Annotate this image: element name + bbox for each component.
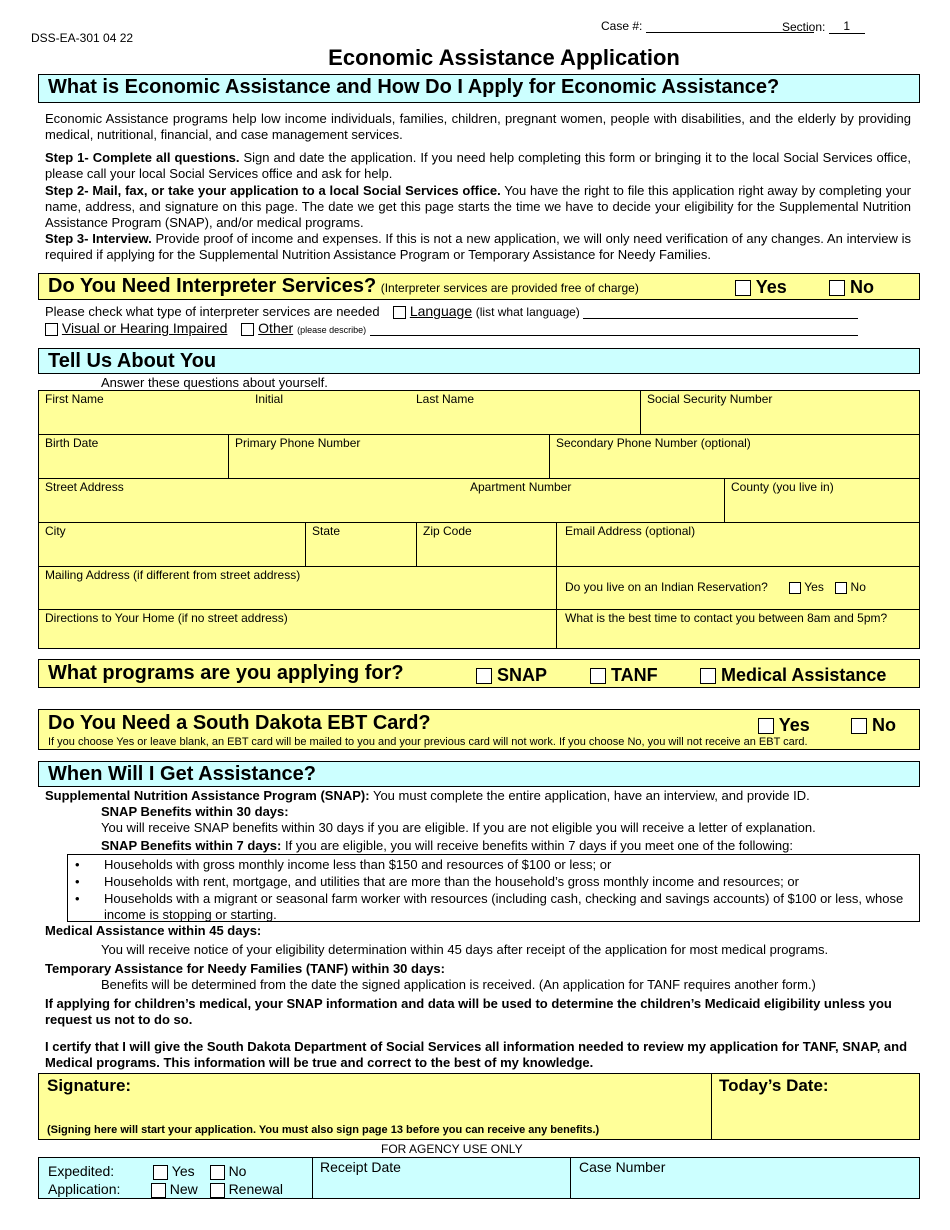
application-label: Application: — [48, 1181, 121, 1197]
tanf-info-text: Benefits will be determined from the date the signed application is received. (An application for TANF requires another form.) — [101, 977, 816, 992]
snap30-text: You will receive SNAP benefits within 30 days if you are eligible. If you are not eligible you will receive a letter of explanation. — [101, 820, 816, 835]
tanf-label: TANF — [611, 665, 658, 685]
language-checkbox[interactable] — [393, 306, 406, 319]
snap7-info — [101, 838, 793, 853]
visual-hearing-checkbox[interactable] — [45, 323, 58, 336]
section-label: Section: — [782, 20, 826, 34]
agency-case-number-label: Case Number — [579, 1159, 666, 1175]
certification-statement: I certify that I will give the South Dakota Department of Social Services all information needed to review my application for TANF, SNAP, and Medical programs. This information will be true and correct to the best of my knowledge. — [45, 1039, 908, 1070]
tanf-info-label: Temporary Assistance for Needy Families (TANF) within 30 days: — [45, 961, 445, 976]
snap7-criteria-box — [67, 854, 920, 922]
agency-status-box — [38, 1157, 313, 1199]
interpreter-type-row-2 — [45, 320, 858, 336]
language-label: Language — [409, 303, 473, 319]
city-field[interactable] — [38, 522, 306, 567]
snap-label: SNAP — [497, 665, 548, 685]
todays-date-field[interactable] — [711, 1073, 920, 1140]
interpreter-header — [38, 273, 920, 300]
interpreter-note: (Interpreter services are provided free of charge) — [380, 281, 639, 295]
criteria-bullet-1: • — [75, 857, 80, 872]
medical-label: Medical Assistance — [721, 665, 887, 685]
street-address-field[interactable] — [38, 478, 725, 523]
state-label: State — [312, 524, 341, 538]
interpreter-no-option[interactable] — [829, 277, 874, 298]
ebt-note: If you choose Yes or leave blank, an EBT card will be mailed to you and your previous card will not work. If you choose No, you will not receive an EBT card. — [48, 736, 808, 748]
criteria-bullet-3: • — [75, 891, 80, 906]
reservation-yes-label: Yes — [804, 580, 824, 594]
reservation-field — [556, 566, 920, 610]
medical-checkbox[interactable] — [700, 668, 716, 684]
receipt-date-label: Receipt Date — [320, 1159, 401, 1175]
expedited-yes-checkbox[interactable] — [153, 1165, 168, 1180]
application-renewal-label: Renewal — [228, 1181, 284, 1197]
medical-info-label: Medical Assistance within 45 days: — [45, 923, 262, 938]
signature-field[interactable] — [38, 1073, 712, 1140]
snap-info-label: Supplemental Nutrition Assistance Program (SNAP): — [45, 788, 370, 803]
page-title: Economic Assistance Application — [328, 45, 680, 70]
section-value: 1 — [829, 19, 865, 34]
zip-field[interactable] — [416, 522, 557, 567]
application-new-checkbox[interactable] — [151, 1183, 166, 1198]
initial-label: Initial — [255, 392, 284, 406]
interpreter-no-checkbox[interactable] — [829, 280, 845, 296]
birth-date-label: Birth Date — [45, 436, 99, 450]
interpreter-question: Please check what type of interpreter services are needed — [45, 304, 380, 319]
zip-label: Zip Code — [423, 524, 472, 538]
ebt-yes-checkbox[interactable] — [758, 718, 774, 734]
programs-heading: What programs are you applying for? — [48, 662, 404, 684]
snap7-text: If you are eligible, you will receive benefits within 7 days if you meet one of the following: — [284, 838, 793, 853]
reservation-yes-checkbox[interactable] — [789, 582, 801, 594]
step-2-label: Step 2- Mail, fax, or take your application to a local Social Services office. — [45, 183, 501, 198]
todays-date-label: Today’s Date: — [719, 1076, 829, 1095]
city-label: City — [45, 524, 66, 538]
receipt-date-field[interactable] — [312, 1157, 571, 1199]
state-field[interactable] — [305, 522, 417, 567]
when-heading: When Will I Get Assistance? — [48, 763, 317, 785]
mailing-address-label: Mailing Address (if different from street address) — [45, 568, 301, 582]
program-tanf-option[interactable] — [590, 665, 658, 686]
about-you-header — [38, 348, 920, 374]
ebt-no-label: No — [872, 715, 897, 735]
interpreter-yes-option[interactable] — [735, 277, 787, 298]
step-3-label: Step 3- Interview. — [45, 231, 152, 246]
snap-checkbox[interactable] — [476, 668, 492, 684]
about-heading: What is Economic Assistance and How Do I Apply for Economic Assistance? — [48, 76, 780, 98]
when-header — [38, 761, 920, 787]
best-time-label: What is the best time to contact you between 8am and 5pm? — [565, 611, 888, 625]
section-field — [782, 19, 865, 34]
snap7-label: SNAP Benefits within 7 days: — [101, 838, 282, 853]
ebt-bar — [38, 709, 920, 750]
apartment-label: Apartment Number — [470, 480, 572, 494]
children-medical-note: If applying for children’s medical, your SNAP information and data will be used to determine the children’s Medicaid eligibility unless you request us not to do so. — [45, 996, 892, 1027]
birth-date-field[interactable] — [38, 434, 229, 479]
ebt-no-option[interactable] — [851, 715, 896, 736]
mailing-address-field[interactable] — [38, 566, 557, 610]
expedited-label: Expedited: — [48, 1163, 115, 1179]
ebt-heading: Do You Need a South Dakota EBT Card? — [48, 712, 431, 734]
about-header — [38, 74, 920, 103]
county-label: County (you live in) — [731, 480, 834, 494]
language-note: (list what language) — [475, 305, 580, 319]
ebt-yes-label: Yes — [778, 715, 810, 735]
interpreter-yes-label: Yes — [755, 277, 787, 297]
program-snap-option[interactable] — [476, 665, 547, 686]
about-you-subheading: Answer these questions about yourself. — [101, 375, 328, 390]
step-1 — [45, 150, 911, 182]
last-name-label: Last Name — [416, 392, 475, 406]
snap-info — [45, 788, 810, 803]
directions-field[interactable] — [38, 609, 557, 649]
agency-use-heading: FOR AGENCY USE ONLY — [381, 1142, 523, 1156]
step-1-text: Sign and date the application. If you need help completing this form or bringing it to the local Social Services office, please call your local Social Services office and ask for help. — [45, 150, 911, 181]
other-note: (please describe) — [297, 325, 367, 335]
snap30-label: SNAP Benefits within 30 days: — [101, 804, 289, 819]
about-intro: Economic Assistance programs help low income individuals, families, children, pregnant women, people with disabilities, and the elderly by providing medical, nutritional, financial, and case management services. — [45, 111, 911, 142]
criteria-item-3: Households with a migrant or seasonal farm worker with resources (including cash, checking and savings accounts) of $100 or less, whose income is stopping or starting. — [104, 891, 904, 922]
about-you-heading: Tell Us About You — [48, 350, 217, 372]
signature-label: Signature: — [47, 1076, 132, 1095]
language-input[interactable] — [583, 306, 858, 319]
criteria-bullet-2: • — [75, 874, 80, 889]
case-label: Case #: — [601, 19, 643, 33]
medical-info-text: You will receive notice of your eligibility determination within 45 days after receipt of the application for most medical programs. — [101, 942, 829, 957]
visual-hearing-label: Visual or Hearing Impaired — [61, 320, 228, 336]
expedited-no-label: No — [228, 1163, 247, 1179]
step-2-text: You have the right to file this application right away by completing your name, address, and signature on this page. The date we get this page starts the time we have to decide your eligibility for the Supplemental Nutrition Assistance Program (SNAP), and/or medical programs. — [45, 183, 911, 230]
step-3 — [45, 231, 911, 263]
interpreter-yes-checkbox[interactable] — [735, 280, 751, 296]
reservation-no-label: No — [850, 580, 866, 594]
directions-label: Directions to Your Home (if no street address) — [45, 611, 288, 625]
ssn-label: Social Security Number — [647, 392, 773, 406]
ebt-no-checkbox[interactable] — [851, 718, 867, 734]
ebt-yes-option[interactable] — [758, 715, 810, 736]
other-input[interactable] — [370, 323, 858, 336]
first-name-label: First Name — [45, 392, 104, 406]
application-renewal-checkbox[interactable] — [210, 1183, 225, 1198]
expedited-yes-label: Yes — [171, 1163, 195, 1179]
step-3-text: Provide proof of income and expenses. If this is not a new application, we will only need verification of any changes. An interview is required if applying for the Supplemental Nutrition Assistance Program or Temporary Assistance for Needy Families. — [45, 231, 912, 262]
email-label: Email Address (optional) — [565, 524, 696, 538]
application-new-label: New — [169, 1181, 198, 1197]
interpreter-heading: Do You Need Interpreter Services? — [48, 275, 377, 297]
program-medical-option[interactable] — [700, 665, 886, 686]
county-field[interactable] — [724, 478, 920, 523]
interpreter-no-label: No — [850, 277, 875, 297]
snap-info-text: You must complete the entire application, have an interview, and provide ID. — [372, 788, 810, 803]
reservation-no-checkbox[interactable] — [835, 582, 847, 594]
interpreter-type-row — [45, 303, 858, 319]
best-time-field[interactable] — [556, 609, 920, 649]
signature-note: (Signing here will start your application. You must also sign page 13 before you can receive any benefits.) — [47, 1124, 600, 1136]
email-field[interactable] — [556, 522, 920, 567]
other-checkbox[interactable] — [241, 323, 254, 336]
step-1-label: Step 1- Complete all questions. — [45, 150, 240, 165]
criteria-item-2: Households with rent, mortgage, and utilities that are more than the household’s gross monthly income and resources; or — [104, 874, 799, 889]
tanf-checkbox[interactable] — [590, 668, 606, 684]
step-2 — [45, 183, 911, 231]
secondary-phone-label: Secondary Phone Number (optional) — [556, 436, 751, 450]
programs-bar — [38, 659, 920, 688]
name-field[interactable] — [38, 390, 641, 435]
street-address-label: Street Address — [45, 480, 124, 494]
form-id: DSS-EA-301 04 22 — [31, 31, 134, 45]
other-label: Other — [258, 320, 294, 336]
primary-phone-field[interactable] — [228, 434, 550, 479]
ssn-field[interactable] — [640, 390, 920, 435]
secondary-phone-field[interactable] — [549, 434, 920, 479]
expedited-no-checkbox[interactable] — [210, 1165, 225, 1180]
criteria-item-1: Households with gross monthly income less than $150 and resources of $100 or less; or — [104, 857, 612, 872]
agency-case-number-field[interactable] — [570, 1157, 920, 1199]
primary-phone-label: Primary Phone Number — [235, 436, 361, 450]
reservation-question: Do you live on an Indian Reservation? — [565, 580, 768, 594]
